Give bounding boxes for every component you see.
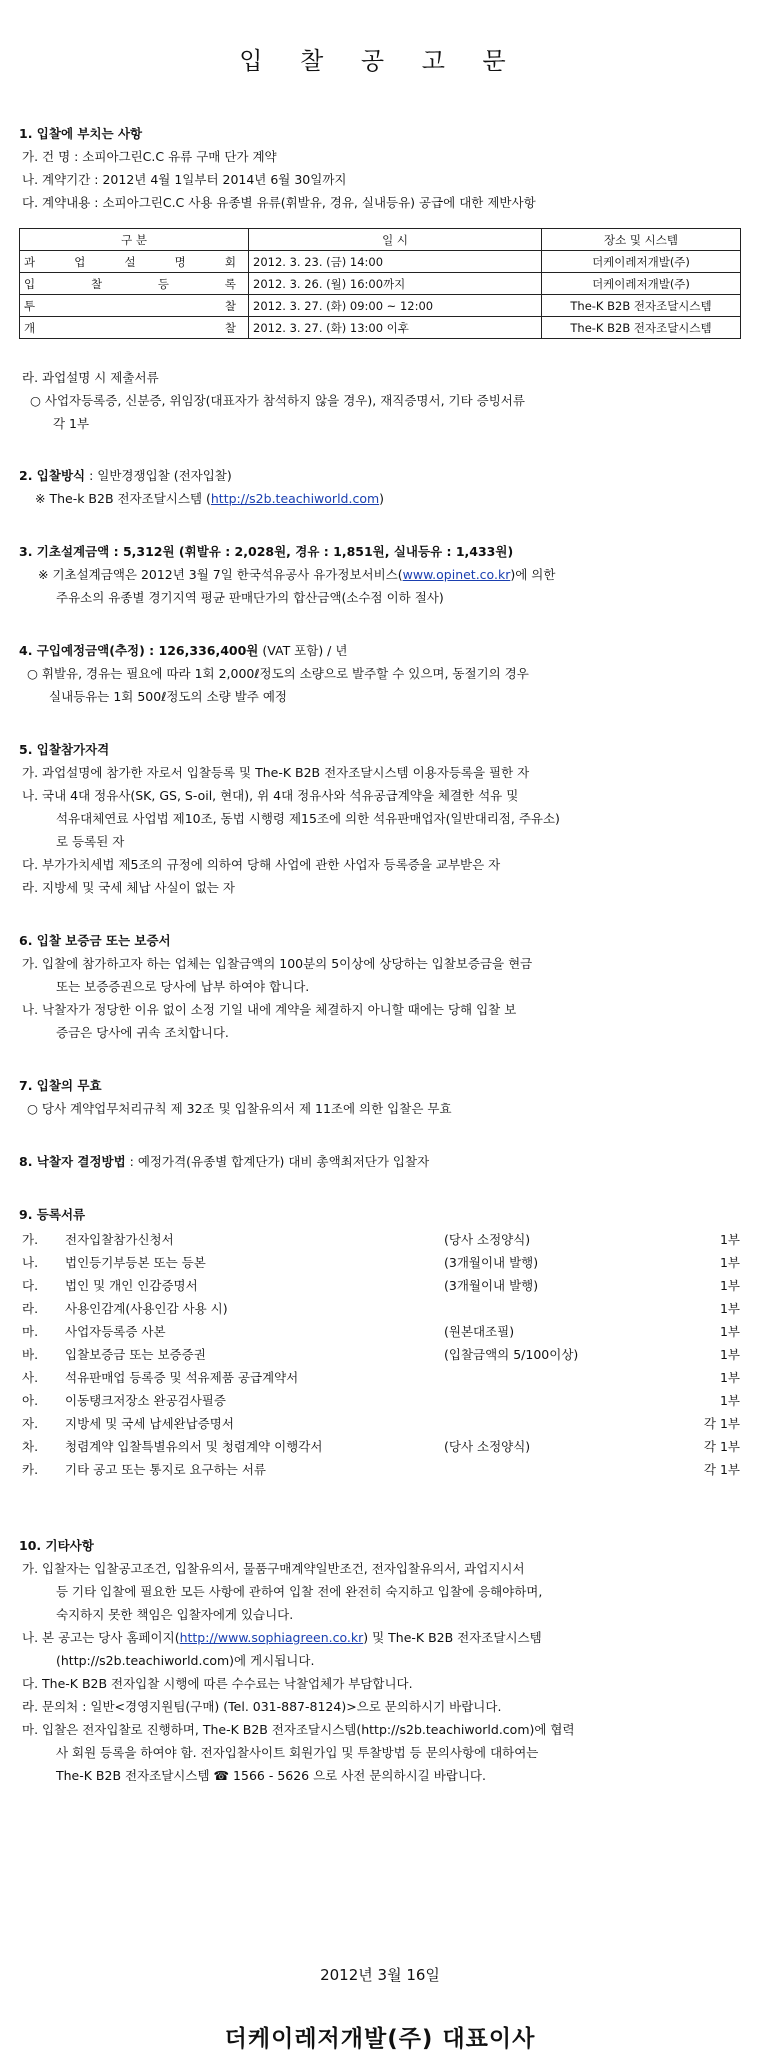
document-note: (3개월이내 발행) — [444, 1278, 539, 1293]
s1-item-d-line2: 각 1부 — [53, 416, 90, 431]
document-name: 사용인감계(사용인감 사용 시) — [65, 1301, 228, 1316]
s10-item-d: 라. 문의처 : 일반<경영지원팀(구매) (Tel. 031-887-8124)>으로 문의하시기 바랍니다. — [22, 1699, 502, 1714]
document-label: 바. — [22, 1347, 39, 1362]
document-qty: 각 1부 — [703, 1439, 740, 1454]
page-title: 입 찰 공 고 문 — [239, 47, 521, 75]
document-note: (당사 소정양식) — [444, 1232, 531, 1247]
schedule-cell-place: The-K B2B 전자조달시스템 — [542, 317, 741, 339]
document-item — [22, 1278, 740, 1294]
schedule-row — [20, 251, 741, 273]
schedule-cell-time: 2012. 3. 26. (월) 16:00까지 — [249, 273, 542, 295]
s5-item-d: 라. 지방세 및 국세 체납 사실이 없는 자 — [22, 880, 235, 895]
opinet-link[interactable]: www.opinet.co.kr — [402, 567, 511, 582]
s4-line1: ○ 휘발유, 경유는 필요에 따라 1회 2,000ℓ정도의 소량으로 발주할 수 있으며, 동절기의 경우 — [27, 666, 529, 681]
document-qty: 1부 — [719, 1301, 740, 1316]
s2-note — [35, 491, 384, 507]
document-item — [22, 1255, 740, 1271]
document-item — [22, 1324, 740, 1340]
section-7-heading: 7. 입찰의 무효 — [19, 1078, 102, 1093]
document-name: 사업자등록증 사본 — [65, 1324, 166, 1339]
document-qty: 1부 — [719, 1232, 740, 1247]
s6-item-a-line2: 또는 보증증권으로 당사에 납부 하여야 합니다. — [56, 979, 310, 994]
section-8-heading: 8. 낙찰자 결정방법 — [19, 1154, 126, 1169]
schedule-cell-name: 과 업 설 명 회 — [20, 251, 249, 273]
notice-date: 2012년 3월 16일 — [320, 1966, 440, 1984]
s3-note-line1 — [38, 567, 555, 583]
section-9-heading: 9. 등록서류 — [19, 1207, 86, 1222]
s4-line2: 실내등유는 1회 500ℓ정도의 소량 발주 예정 — [49, 689, 287, 704]
document-qty: 각 1부 — [703, 1462, 740, 1477]
section-4-text: (VAT 포함) / 년 — [258, 643, 348, 658]
document-name: 입찰보증금 또는 보증증권 — [65, 1347, 206, 1362]
s10-item-b-line2: (http://s2b.teachiworld.com)에 게시됩니다. — [56, 1653, 315, 1668]
document-item — [22, 1232, 740, 1248]
s1-item-d: 라. 과업설명 시 제출서류 — [22, 370, 159, 385]
schedule-cell-name: 투 찰 — [20, 295, 249, 317]
s3-note-suffix: )에 의한 — [510, 567, 556, 582]
section-2-heading: 2. 입찰방식 — [19, 468, 86, 483]
document-item — [22, 1347, 740, 1363]
schedule-header-place: 장소 및 시스템 — [542, 229, 741, 251]
s1-item-c: 다. 계약내용 : 소피아그린C.C 사용 유종별 유류(휘발유, 경유, 실내등유) 공급에 대한 제반사항 — [22, 195, 536, 210]
schedule-header-category: 구 분 — [20, 229, 249, 251]
schedule-row — [20, 295, 741, 317]
s5-item-b-line2: 석유대체연료 사업법 제10조, 동법 시행령 제15조에 의한 석유판매업자(일반대리점, 주유소) — [56, 811, 560, 826]
section-4 — [19, 643, 347, 659]
section-8-text: : 예정가격(유종별 합계단가) 대비 총액최저단가 입찰자 — [125, 1154, 430, 1169]
s1-item-b: 나. 계약기간 : 2012년 4월 1일부터 2014년 6월 30일까지 — [22, 172, 347, 187]
s6-item-b-line2: 증금은 당사에 귀속 조치합니다. — [56, 1025, 229, 1040]
s5-item-b-line1: 나. 국내 4대 정유사(SK, GS, S-oil, 현대), 위 4대 정유사와 석유공급계약을 체결한 석유 및 — [22, 788, 519, 803]
schedule-cell-time: 2012. 3. 27. (화) 09:00 ~ 12:00 — [249, 295, 542, 317]
s2-note-prefix: ※ The-k B2B 전자조달시스템 ( — [35, 491, 211, 506]
document-item — [22, 1370, 740, 1386]
s7-text: ○ 당사 계약업무처리규칙 제 32조 및 입찰유의서 제 11조에 의한 입찰은 무효 — [27, 1101, 452, 1116]
document-label: 카. — [22, 1462, 39, 1477]
document-item — [22, 1393, 740, 1409]
document-label: 자. — [22, 1416, 39, 1431]
section-2 — [19, 468, 232, 484]
s10-b-suffix: ) 및 The-K B2B 전자조달시스템 — [363, 1630, 542, 1645]
signature: 더케이레저개발(주) 대표이사 — [224, 2026, 536, 2052]
schedule-cell-place: The-K B2B 전자조달시스템 — [542, 295, 741, 317]
document-qty: 1부 — [719, 1278, 740, 1293]
s6-item-a-line1: 가. 입찰에 참가하고자 하는 업체는 입찰금액의 100분의 5이상에 상당하는 입찰보증금을 현금 — [22, 956, 533, 971]
document-note: (원본대조필) — [444, 1324, 515, 1339]
s10-item-a-line3: 숙지하지 못한 책임은 입찰자에게 있습니다. — [56, 1607, 294, 1622]
document-label: 라. — [22, 1301, 39, 1316]
document-qty: 각 1부 — [703, 1416, 740, 1431]
s1-item-a: 가. 건 명 : 소피아그린C.C 유류 구매 단가 계약 — [22, 149, 277, 164]
s10-item-a-line2: 등 기타 입찰에 필요한 모든 사항에 관하여 입찰 전에 완전히 숙지하고 입찰에 응해야하며, — [56, 1584, 543, 1599]
schedule-cell-place: 더케이레저개발(주) — [542, 273, 741, 295]
document-name: 전자입찰참가신청서 — [65, 1232, 174, 1247]
document-item — [22, 1462, 740, 1478]
document-label: 차. — [22, 1439, 39, 1454]
document-label: 마. — [22, 1324, 39, 1339]
document-label: 사. — [22, 1370, 39, 1385]
s10-item-a-line1: 가. 입찰자는 입찰공고조건, 입찰유의서, 물품구매계약일반조건, 전자입찰유의서, 과업지시서 — [22, 1561, 525, 1576]
section-8 — [19, 1154, 429, 1170]
document-item — [22, 1416, 740, 1432]
section-2-text: : 일반경쟁입찰 (전자입찰) — [85, 468, 232, 483]
schedule-header-row — [20, 229, 741, 251]
s10-item-e-line1: 마. 입찰은 전자입찰로 진행하며, The-K B2B 전자조달시스템(http://s2b.teachiworld.com)에 협력 — [22, 1722, 575, 1737]
document-note: (3개월이내 발행) — [444, 1255, 539, 1270]
document-item — [22, 1301, 740, 1317]
s5-item-b-line3: 로 등록된 자 — [56, 834, 125, 849]
s2b-link[interactable]: http://s2b.teachiworld.com — [210, 491, 380, 506]
document-name: 청렴계약 입찰특별유의서 및 청렴계약 이행각서 — [65, 1439, 323, 1454]
section-4-heading: 4. 구입예정금액(추정) : 126,336,400원 — [19, 643, 259, 658]
s10-item-e-line3: The-K B2B 전자조달시스템 ☎ 1566 - 5626 으로 사전 문의하시길 바랍니다. — [56, 1768, 486, 1783]
s2-note-suffix: ) — [379, 491, 385, 506]
document-note: (입찰금액의 5/100이상) — [444, 1347, 579, 1362]
schedule-row — [20, 273, 741, 295]
document-name: 법인등기부등본 또는 등본 — [65, 1255, 206, 1270]
document-note: (당사 소정양식) — [444, 1439, 531, 1454]
s10-b-prefix: 나. 본 공고는 당사 홈페이지( — [22, 1630, 180, 1645]
s10-item-c: 다. The-K B2B 전자입찰 시행에 따른 수수료는 낙찰업체가 부담합니다. — [22, 1676, 413, 1691]
document-name: 석유판매업 등록증 및 석유제품 공급계약서 — [65, 1370, 299, 1385]
document-label: 나. — [22, 1255, 39, 1270]
section-1-heading: 1. 입찰에 부치는 사항 — [19, 126, 143, 141]
schedule-cell-name: 입 찰 등 록 — [20, 273, 249, 295]
schedule-cell-time: 2012. 3. 23. (금) 14:00 — [249, 251, 542, 273]
schedule-header-time: 일 시 — [249, 229, 542, 251]
homepage-link[interactable]: http://www.sophiagreen.co.kr — [179, 1630, 364, 1645]
document-label: 아. — [22, 1393, 39, 1408]
document-item — [22, 1439, 740, 1455]
s3-note-prefix: ※ 기초설계금액은 2012년 3월 7일 한국석유공사 유가정보서비스( — [38, 567, 403, 582]
document-qty: 1부 — [719, 1324, 740, 1339]
document-name: 지방세 및 국세 납세완납증명서 — [65, 1416, 234, 1431]
schedule-cell-name: 개 찰 — [20, 317, 249, 339]
s10-item-e-line2: 사 회원 등록을 하여야 함. 전자입찰사이트 회원가입 및 투찰방법 등 문의사항에 대하여는 — [56, 1745, 539, 1760]
s3-note-line2: 주유소의 유종별 경기지역 평균 판매단가의 합산금액(소수점 이하 절사) — [56, 590, 444, 605]
document-qty: 1부 — [719, 1370, 740, 1385]
document-qty: 1부 — [719, 1393, 740, 1408]
s6-item-b-line1: 나. 낙찰자가 정당한 이유 없이 소정 기일 내에 계약을 체결하지 아니할 때에는 당해 입찰 보 — [22, 1002, 517, 1017]
schedule-table — [19, 228, 741, 339]
s5-item-a: 가. 과업설명에 참가한 자로서 입찰등록 및 The-K B2B 전자조달시스템 이용자등록을 필한 자 — [22, 765, 530, 780]
schedule-row — [20, 317, 741, 339]
document-name: 기타 공고 또는 통지로 요구하는 서류 — [65, 1462, 266, 1477]
section-3-heading: 3. 기초설계금액 : 5,312원 (휘발유 : 2,028원, 경유 : 1,851원, 실내등유 : 1,433원) — [19, 544, 514, 559]
s10-item-b-line1 — [22, 1630, 542, 1646]
section-10-heading: 10. 기타사항 — [19, 1538, 94, 1553]
schedule-cell-time: 2012. 3. 27. (화) 13:00 이후 — [249, 317, 542, 339]
section-5-heading: 5. 입찰참가자격 — [19, 742, 110, 757]
document-label: 다. — [22, 1278, 39, 1293]
document-name: 법인 및 개인 인감증명서 — [65, 1278, 198, 1293]
section-6-heading: 6. 입찰 보증금 또는 보증서 — [19, 933, 171, 948]
document-name: 이동탱크저장소 완공검사필증 — [65, 1393, 226, 1408]
document-label: 가. — [22, 1232, 39, 1247]
s5-item-c: 다. 부가가치세법 제5조의 규정에 의하여 당해 사업에 관한 사업자 등록증을 교부받은 자 — [22, 857, 501, 872]
s1-item-d-line1: ○ 사업자등록증, 신분증, 위임장(대표자가 참석하지 않을 경우), 재직증명서, 기타 증빙서류 — [30, 393, 525, 408]
document-qty: 1부 — [719, 1347, 740, 1362]
document-qty: 1부 — [719, 1255, 740, 1270]
schedule-cell-place: 더케이레저개발(주) — [542, 251, 741, 273]
